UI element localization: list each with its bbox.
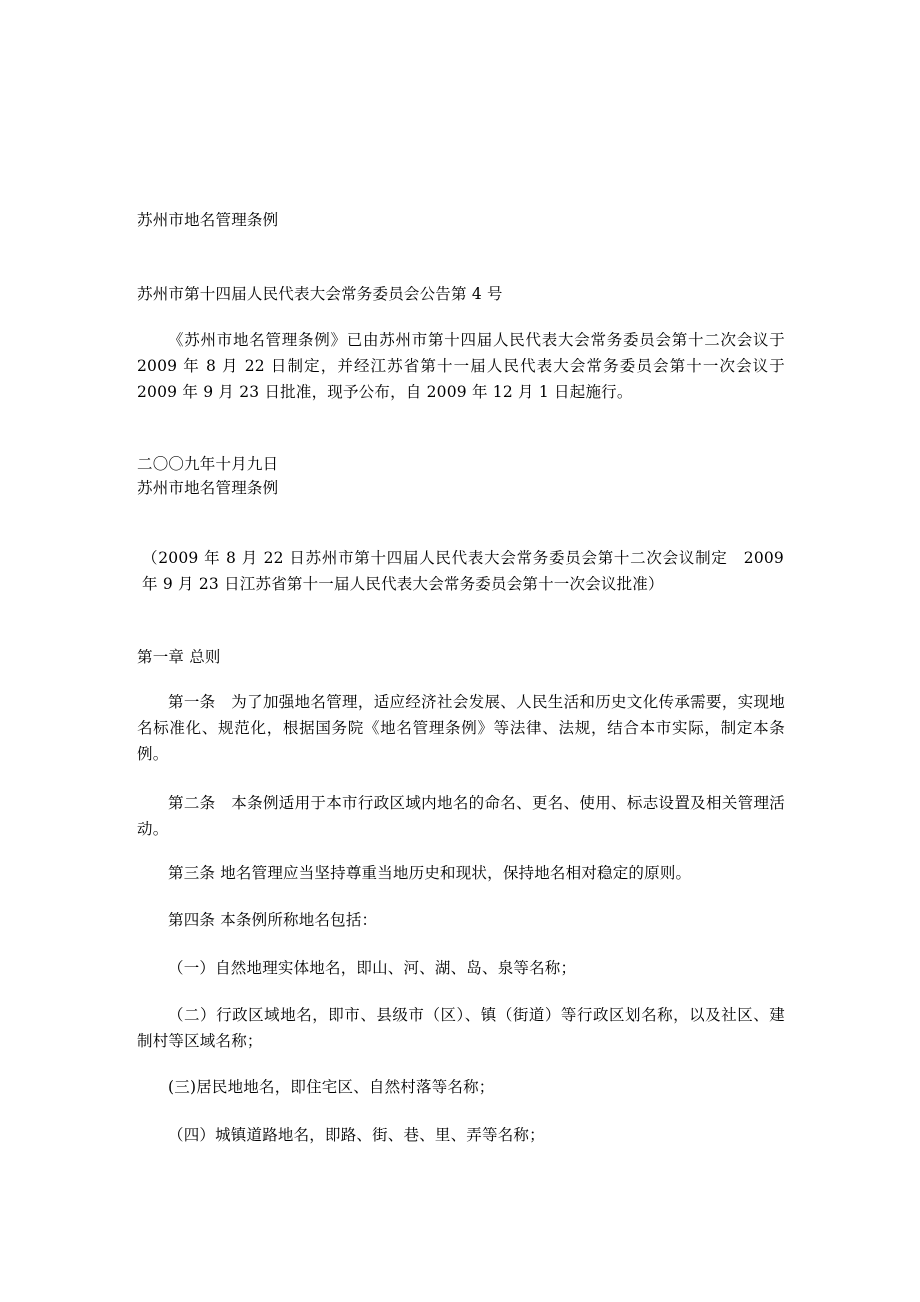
article-2: 第二条 本条例适用于本市行政区域内地名的命名、更名、使用、标志设置及相关管理活动。 bbox=[137, 794, 785, 838]
article-1: 第一条 为了加强地名管理，适应经济社会发展、人民生活和历史文化传承需要，实现地名标准化、规范化，根据国务院《地名管理条例》等法律、法规，结合本市实际，制定本条例。 bbox=[137, 693, 785, 763]
announcement-body: 《苏州市地名管理条例》已由苏州市第十四届人民代表大会常务委员会第十二次会议于 2009 年 8 月 22 日制定，并经江苏省第十一届人民代表大会常务委员会第十一次会议于 2009 年 9 月 23 日批准，现予公布，自 2009 年 12 月 1 日起施行。 bbox=[137, 331, 785, 401]
document-title: 苏州市地名管理条例 bbox=[137, 211, 279, 229]
list-item-2: （二）行政区域地名，即市、县级市（区）、镇（街道）等行政区划名称，以及社区、建制村等区域名称； bbox=[137, 1006, 785, 1050]
article-4: 第四条 本条例所称地名包括： bbox=[168, 911, 378, 929]
article-3: 第三条 地名管理应当坚持尊重当地历史和现状，保持地名相对稳定的原则。 bbox=[168, 864, 692, 882]
list-item-4: （四）城镇道路地名，即路、街、巷、里、弄等名称； bbox=[168, 1126, 545, 1144]
chapter-heading: 第一章 总则 bbox=[137, 648, 221, 666]
announcement-date: 二〇〇九年十月九日 bbox=[137, 455, 279, 473]
list-item-1: （一）自然地理实体地名，即山、河、湖、岛、泉等名称； bbox=[168, 959, 577, 977]
regulation-title: 苏州市地名管理条例 bbox=[137, 479, 279, 497]
enactment-note: （2009 年 8 月 22 日苏州市第十四届人民代表大会常务委员会第十二次会议制定 2009 年 9 月 23 日江苏省第十一届人民代表大会常务委员会第十一次会议批准） bbox=[142, 549, 784, 593]
list-item-3: (三)居民地地名，即住宅区、自然村落等名称； bbox=[168, 1078, 495, 1096]
announcement-title: 苏州市第十四届人民代表大会常务委员会公告第 4 号 bbox=[137, 285, 503, 303]
